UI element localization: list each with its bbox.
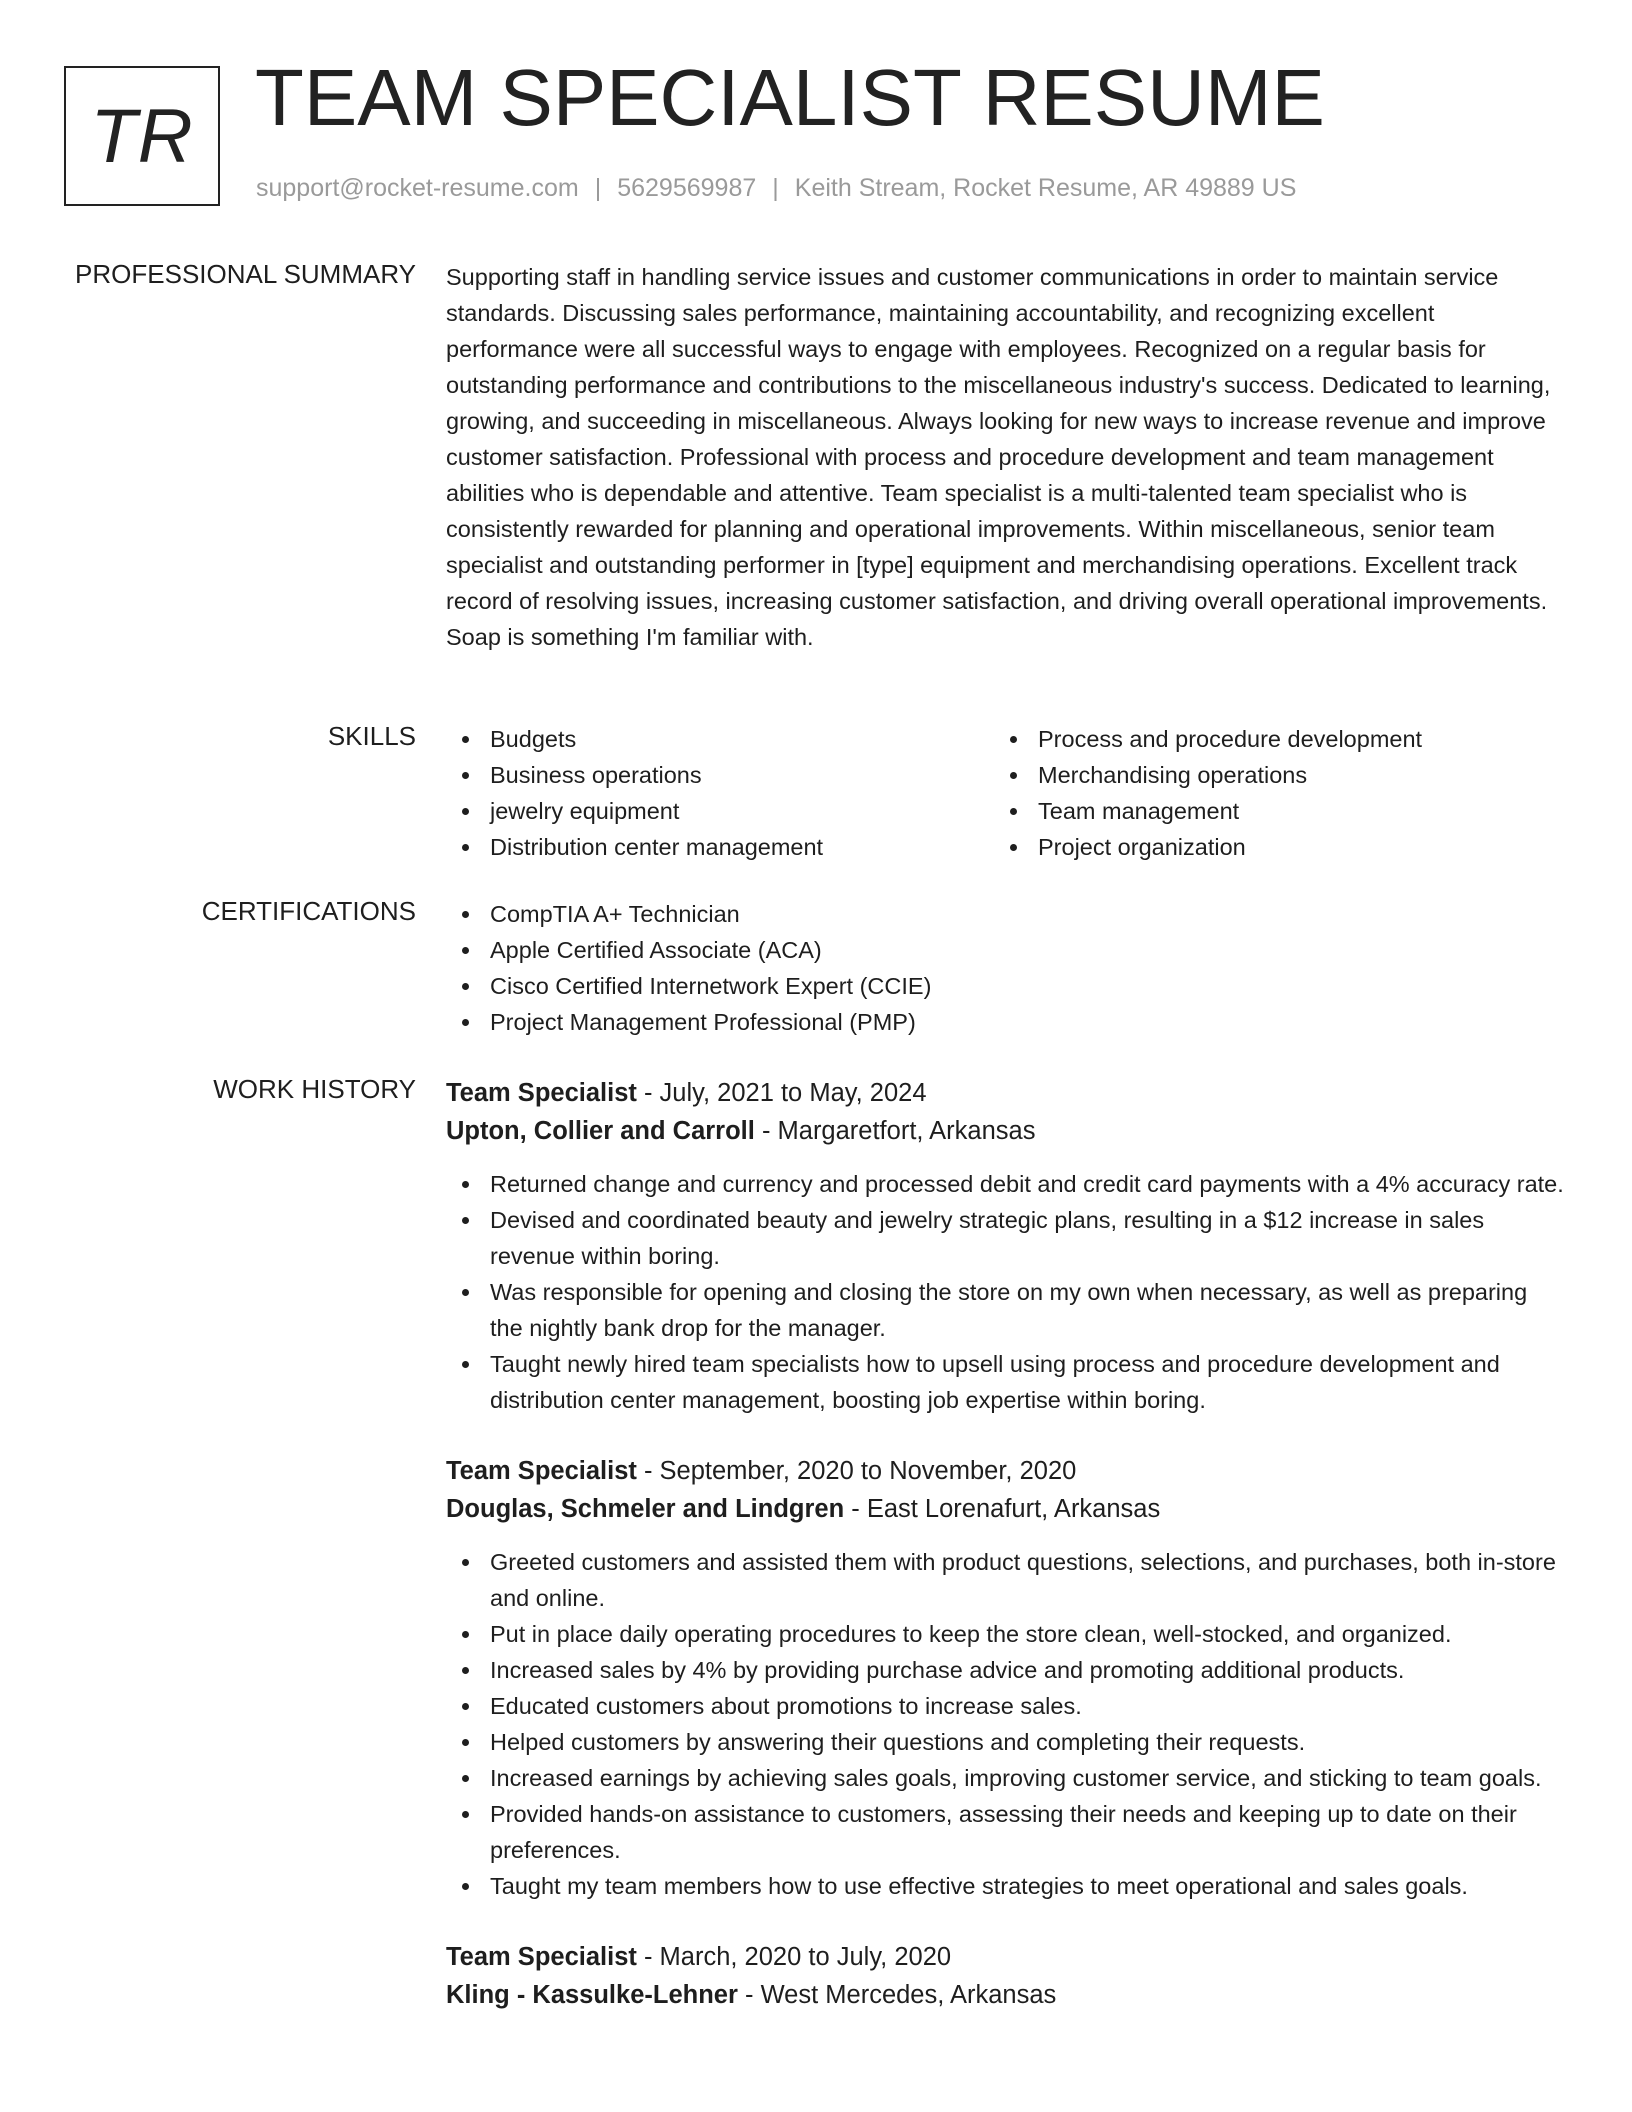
summary-label: PROFESSIONAL SUMMARY <box>75 259 416 289</box>
job-company: Douglas, Schmeler and Lindgren <box>446 1495 845 1523</box>
job-entry <box>446 1074 1566 1418</box>
job-bullet: Educated customers about promotions to increase sales. <box>446 1688 1566 1724</box>
job-bullets <box>446 1544 1566 1904</box>
contact-line <box>256 174 1296 203</box>
job-title: Team Specialist <box>446 1457 637 1485</box>
job-bullet: Provided hands-on assistance to customers, assessing their needs and keeping up to date on their preferences. <box>446 1796 1566 1868</box>
job-location: - East Lorenafurt, Arkansas <box>844 1495 1161 1523</box>
job-title-line <box>446 1074 1566 1112</box>
work-history-label: WORK HISTORY <box>213 1074 416 1104</box>
job-company: Kling - Kassulke-Lehner <box>446 1981 738 2009</box>
job-company: Upton, Collier and Carroll <box>446 1117 755 1145</box>
contact-email[interactable]: support@rocket-resume.com <box>256 174 579 202</box>
job-company-line <box>446 1112 1566 1150</box>
contact-address: Keith Stream, Rocket Resume, AR 49889 US <box>794 174 1297 202</box>
certifications-list <box>446 896 1566 1040</box>
job-company-line <box>446 1976 1566 2014</box>
job-location: - West Mercedes, Arkansas <box>737 1981 1057 2009</box>
job-bullet: Was responsible for opening and closing the store on my own when necessary, as well as preparing the nightly bank drop for the manager. <box>446 1274 1566 1346</box>
contact-separator: | <box>594 174 602 202</box>
job-entry <box>446 1938 1566 2014</box>
job-dates: - September, 2020 to November, 2020 <box>636 1457 1077 1485</box>
contact-phone[interactable]: 5629569987 <box>617 174 757 202</box>
skill-item: Budgets <box>446 721 994 757</box>
job-entry <box>446 1452 1566 1904</box>
job-bullet: Increased sales by 4% by providing purchase advice and promoting additional products. <box>446 1652 1566 1688</box>
skill-item: jewelry equipment <box>446 793 994 829</box>
certification-item: Apple Certified Associate (ACA) <box>446 932 1566 968</box>
monogram-initials: TR <box>90 93 194 179</box>
job-bullet: Greeted customers and assisted them with product questions, selections, and purchases, both in-store and online. <box>446 1544 1566 1616</box>
job-location: - Margaretfort, Arkansas <box>754 1117 1036 1145</box>
job-bullet: Returned change and currency and processed debit and credit card payments with a 4% accuracy rate. <box>446 1166 1566 1202</box>
certifications-label: CERTIFICATIONS <box>201 896 416 926</box>
skills-list-left <box>446 721 994 865</box>
skill-item: Merchandising operations <box>994 757 1542 793</box>
job-bullet: Put in place daily operating procedures to keep the store clean, well-stocked, and organized. <box>446 1616 1566 1652</box>
job-company-line <box>446 1490 1566 1528</box>
job-dates: - March, 2020 to July, 2020 <box>636 1943 952 1971</box>
skills-list-right <box>994 721 1542 865</box>
summary-text: Supporting staff in handling service issues and customer communications in order to maintain service standards. Discussing sales performance, maintaining accountability, and recognizing excellent performance were all successful ways to engage with employees. Recognized on a regular basis for outstanding performance and contributions to the miscellaneous industry's success. Dedicated to learning, growing, and succeeding in miscellaneous. Always looking for new ways to increase revenue and improve customer satisfaction. Professional with process and procedure development and team management abilities who is dependable and attentive. Team specialist is a multi-talented team specialist who is consistently rewarded for planning and operational improvements. Within miscellaneous, senior team specialist and outstanding performer in [type] equipment and merchandising operations. Excellent track record of resolving issues, increasing customer satisfaction, and driving overall operational improvements. Soap is something I'm familiar with. <box>446 264 1551 650</box>
job-dates: - July, 2021 to May, 2024 <box>636 1079 927 1107</box>
job-bullet: Helped customers by answering their questions and completing their requests. <box>446 1724 1566 1760</box>
skill-item: Business operations <box>446 757 994 793</box>
job-bullet: Devised and coordinated beauty and jewelry strategic plans, resulting in a $12 increase in sales revenue within boring. <box>446 1202 1566 1274</box>
job-title-line <box>446 1938 1566 1976</box>
skill-item: Distribution center management <box>446 829 994 865</box>
job-bullet: Increased earnings by achieving sales goals, improving customer service, and sticking to team goals. <box>446 1760 1566 1796</box>
certification-item: Project Management Professional (PMP) <box>446 1004 1566 1040</box>
skills-label: SKILLS <box>327 721 416 751</box>
job-bullet: Taught newly hired team specialists how to upsell using process and procedure development and distribution center management, boosting job expertise within boring. <box>446 1346 1566 1418</box>
monogram-box <box>64 66 220 206</box>
certification-item: CompTIA A+ Technician <box>446 896 1566 932</box>
contact-separator: | <box>772 174 779 202</box>
skill-item: Process and procedure development <box>994 721 1542 757</box>
job-title: Team Specialist <box>446 1079 637 1107</box>
job-title: Team Specialist <box>446 1943 637 1971</box>
job-title-line <box>446 1452 1566 1490</box>
job-bullets <box>446 1166 1566 1418</box>
skill-item: Team management <box>994 793 1542 829</box>
certification-item: Cisco Certified Internetwork Expert (CCIE) <box>446 968 1566 1004</box>
resume-title: TEAM SPECIALIST RESUME <box>255 53 1325 142</box>
skill-item: Project organization <box>994 829 1542 865</box>
job-bullet: Taught my team members how to use effective strategies to meet operational and sales goals. <box>446 1868 1566 1904</box>
